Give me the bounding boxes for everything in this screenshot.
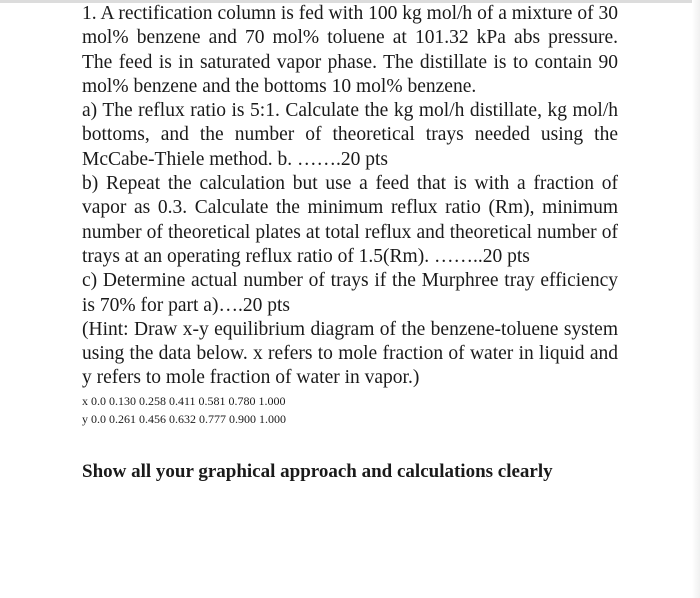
- hint-text: (Hint: Draw x-y equilibrium diagram of the benzene-toluene system using the data below. x refers to mole fraction of water in liquid and y refers to mole fraction of water in vapor.): [82, 318, 618, 389]
- page-edge-shadow: [692, 0, 700, 598]
- part-a-text: a) The reflux ratio is 5:1. Calculate the kg mol/h distillate, kg mol/h bottoms, and the number of theoretical trays needed using the McCabe-Thiele method. b. …….20 pts: [82, 100, 618, 170]
- closing-instruction: Show all your graphical approach and calculations clearly: [82, 460, 553, 482]
- part-b-text: b) Repeat the calculation but use a feed that is with a fraction of vapor as 0.3. Calculate the minimum reflux ratio (Rm), minimum number of theoretical plates at total reflux and theoretical number of trays at an operating reflux ratio of 1.5(Rm). ……..20 pts: [82, 173, 618, 267]
- y-data-row: y 0.0 0.261 0.456 0.632 0.777 0.900 1.000: [82, 411, 286, 426]
- part-c-text: c) Determine actual number of trays if the Murphree tray efficiency is 70% for part a)….20 pts: [82, 270, 618, 316]
- problem-statement: 1. A rectification column is fed with 100 kg mol/h of a mixture of 30 mol% benzene and 70 mol% toluene at 101.32 kPa abs pressure. The feed is in saturated vapor phase. The distillate is to contain 90 mol% benzene and the bottoms 10 mol% benzene.: [82, 3, 618, 97]
- x-data-row: x 0.0 0.130 0.258 0.411 0.581 0.780 1.000: [82, 393, 286, 408]
- problem-document: [82, 2, 618, 484]
